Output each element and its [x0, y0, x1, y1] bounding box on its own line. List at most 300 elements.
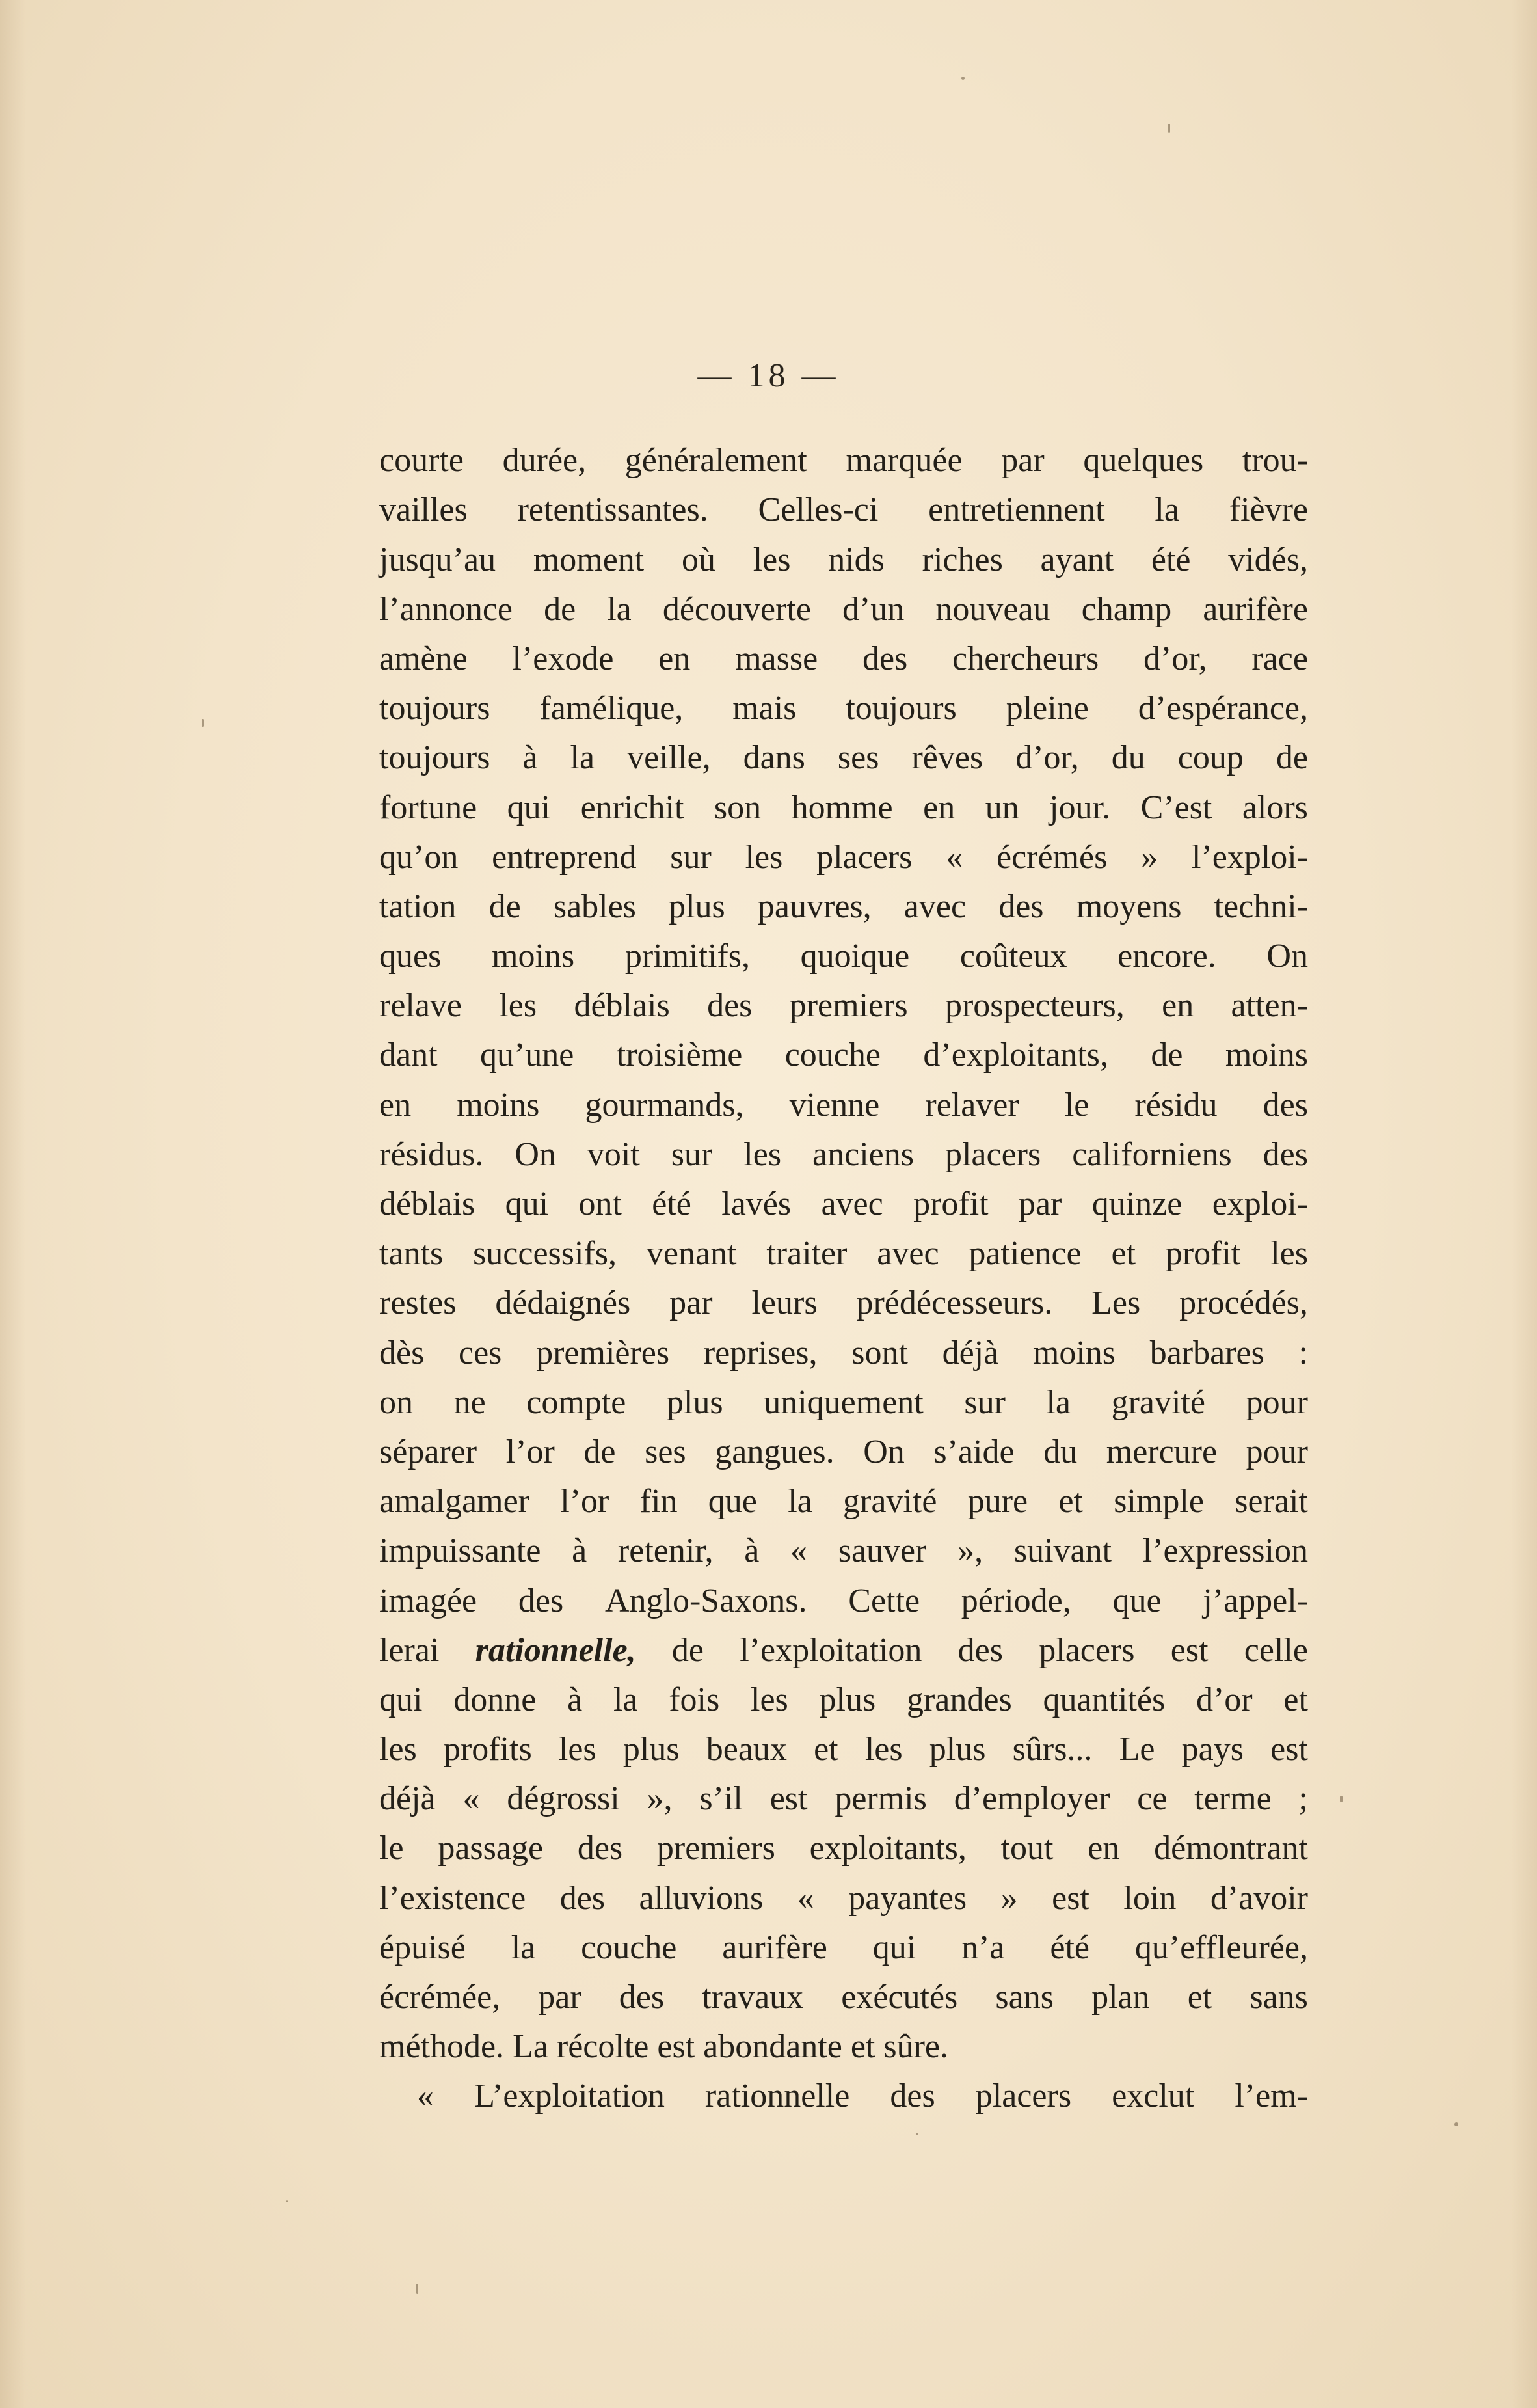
- text-line: [379, 1725, 1308, 1774]
- word: est: [1170, 1631, 1209, 1669]
- word: quelques: [1083, 442, 1204, 480]
- word: à: [572, 1532, 587, 1570]
- word: gravité: [843, 1483, 937, 1521]
- word: déblais: [379, 1185, 475, 1223]
- word: la: [788, 1483, 812, 1521]
- word: qui: [505, 1185, 549, 1223]
- word: et: [1187, 1979, 1212, 2016]
- paper-speck: [1454, 2122, 1458, 2126]
- word: placers: [816, 838, 913, 876]
- word: s’aide: [933, 1433, 1015, 1470]
- word: des: [1263, 1135, 1308, 1173]
- word: courte: [379, 442, 464, 480]
- word: sables: [553, 887, 636, 925]
- body-text: [379, 436, 1308, 2121]
- text-line: [379, 1477, 1308, 1526]
- word: de: [544, 590, 576, 628]
- word: gravité: [1111, 1383, 1205, 1421]
- word: abondante: [703, 2028, 842, 2066]
- word: tout: [1000, 1830, 1054, 1867]
- text-line: [379, 1130, 1308, 1180]
- word: récolte: [556, 2028, 649, 2066]
- text-line: [379, 436, 1308, 485]
- word: enrichit: [580, 789, 684, 826]
- word: est: [769, 1780, 808, 1818]
- text-line: [379, 882, 1308, 932]
- text-line: [379, 1576, 1308, 1625]
- word: avec: [903, 887, 967, 925]
- word: écrémés: [996, 838, 1108, 876]
- word: les: [1270, 1235, 1308, 1273]
- word: méthode.: [379, 2028, 505, 2066]
- word: ces: [459, 1334, 502, 1372]
- word: retentissantes.: [517, 491, 708, 529]
- word: celle: [1244, 1631, 1308, 1669]
- text-line: [379, 1080, 1308, 1130]
- word: relaver: [925, 1086, 1019, 1124]
- word: marquée: [846, 442, 963, 480]
- word: l’em-: [1235, 2077, 1308, 2115]
- word: de: [583, 1433, 616, 1470]
- word: en: [1162, 987, 1194, 1025]
- word: patience: [969, 1235, 1082, 1273]
- text-line: [379, 1278, 1308, 1328]
- word: l’exploitation: [740, 1631, 922, 1669]
- word: à: [522, 739, 538, 777]
- word: la: [613, 1681, 638, 1718]
- word: primitifs,: [624, 938, 750, 975]
- word: moins: [492, 938, 575, 975]
- word: la: [607, 590, 632, 628]
- word: vienne: [789, 1086, 880, 1124]
- page-number: — 18 —: [697, 357, 840, 394]
- word: sont: [851, 1334, 908, 1372]
- word: qu’effleurée,: [1134, 1928, 1308, 1966]
- word: exclut: [1112, 2077, 1195, 2115]
- word: en: [1088, 1830, 1120, 1867]
- word: »: [1000, 1879, 1018, 1917]
- word: d’un: [842, 590, 905, 628]
- word: »,: [647, 1780, 673, 1818]
- word: dégrossi: [507, 1780, 620, 1818]
- word: des: [577, 1830, 623, 1867]
- word: sûre.: [883, 2028, 948, 2066]
- text-line: [379, 981, 1308, 1031]
- word: «: [417, 2077, 434, 2115]
- word: d’employer: [954, 1780, 1110, 1818]
- word: toujours: [379, 739, 490, 777]
- word: avec: [821, 1185, 883, 1223]
- word: gangues.: [715, 1433, 835, 1470]
- word: déblais: [574, 987, 670, 1025]
- word: compte: [526, 1383, 626, 1421]
- word: exécutés: [841, 1979, 958, 2016]
- word: atten-: [1231, 987, 1308, 1025]
- word: le: [1064, 1086, 1089, 1124]
- word: race: [1251, 640, 1308, 677]
- word: plus: [669, 887, 725, 925]
- word: les: [499, 987, 537, 1025]
- text-line: [379, 1378, 1308, 1427]
- word: j’appel-: [1203, 1582, 1308, 1619]
- word: des: [890, 2077, 935, 2115]
- word: par: [538, 1979, 581, 2016]
- word: homme: [791, 789, 893, 826]
- word: ses: [837, 739, 879, 777]
- word: des: [862, 640, 908, 677]
- word: trou-: [1242, 442, 1308, 480]
- word: des: [518, 1582, 564, 1619]
- word: qui: [507, 789, 551, 826]
- word: barbares: [1149, 1334, 1264, 1372]
- word: à: [567, 1681, 583, 1718]
- word: durée,: [502, 442, 587, 480]
- word: masse: [735, 640, 818, 677]
- word: leurs: [751, 1284, 818, 1322]
- word: venant: [646, 1235, 737, 1273]
- word: de: [1276, 739, 1308, 777]
- word: des: [619, 1979, 665, 2016]
- word: où: [681, 541, 715, 578]
- word: l’exode: [512, 640, 614, 677]
- word: déjà: [379, 1780, 436, 1818]
- text-line: [379, 1923, 1308, 1973]
- paper-speck: [961, 77, 965, 80]
- word: placers: [1039, 1631, 1135, 1669]
- word: exploitants,: [809, 1830, 967, 1867]
- word: et: [850, 2028, 875, 2066]
- word: les: [743, 1135, 782, 1173]
- word: suivant: [1013, 1532, 1112, 1570]
- word: dans: [743, 739, 805, 777]
- word: veille,: [627, 739, 711, 777]
- word: de: [488, 887, 521, 925]
- word: qui: [872, 1928, 916, 1966]
- word: reprises,: [703, 1334, 818, 1372]
- word: la: [570, 739, 595, 777]
- word: premières: [536, 1334, 670, 1372]
- word: d’or,: [1015, 739, 1079, 777]
- word: beaux: [706, 1731, 787, 1768]
- word: riches: [922, 541, 1003, 578]
- word: procédés,: [1179, 1284, 1308, 1322]
- word: toujours: [379, 690, 490, 727]
- word: vidés,: [1228, 541, 1308, 578]
- word: Les: [1091, 1284, 1141, 1322]
- word: sans: [1250, 1979, 1308, 2016]
- word: dès: [379, 1334, 425, 1372]
- word: moins: [1032, 1334, 1116, 1372]
- word: écrémée,: [379, 1979, 501, 2016]
- word: du: [1111, 739, 1145, 777]
- word: jusqu’au: [379, 541, 496, 578]
- text-line: [379, 1824, 1308, 1873]
- word: mercure: [1106, 1433, 1218, 1470]
- word: ;: [1298, 1780, 1308, 1818]
- word: d’espérance,: [1138, 690, 1308, 727]
- word: exploi-: [1212, 1185, 1308, 1223]
- text-line: [379, 1973, 1308, 2022]
- word: encore.: [1117, 938, 1216, 975]
- word: toujours: [846, 690, 957, 727]
- word: «: [790, 1532, 808, 1570]
- word: travaux: [702, 1979, 804, 2016]
- word: été: [1151, 541, 1191, 578]
- word: démontrant: [1154, 1830, 1308, 1867]
- word: champ: [1081, 590, 1172, 628]
- word: est: [657, 2028, 695, 2066]
- word: fièvre: [1229, 491, 1308, 529]
- word: l’or: [505, 1433, 555, 1470]
- word: anciens: [812, 1135, 914, 1173]
- word: déjà: [942, 1334, 999, 1372]
- word: que: [708, 1483, 757, 1521]
- word: rationnelle: [704, 2077, 850, 2115]
- word: permis: [835, 1780, 927, 1818]
- word: l’annonce: [379, 590, 513, 628]
- text-line: [379, 1180, 1308, 1229]
- word: des: [707, 987, 753, 1025]
- word: tants: [379, 1235, 444, 1273]
- word: les: [753, 541, 791, 578]
- word: uniquement: [764, 1383, 924, 1421]
- word: »,: [957, 1532, 983, 1570]
- word: son: [714, 789, 762, 826]
- word: amène: [379, 640, 468, 677]
- word: qui: [379, 1681, 423, 1718]
- word: les: [751, 1681, 788, 1718]
- word: jour.: [1049, 789, 1111, 826]
- word: sans: [995, 1979, 1054, 2016]
- word: profit: [1165, 1235, 1241, 1273]
- word: coup: [1177, 739, 1244, 777]
- word: fois: [669, 1681, 720, 1718]
- word: des: [998, 887, 1044, 925]
- word: en: [923, 789, 956, 826]
- word: plus: [622, 1731, 680, 1768]
- word: entreprend: [492, 838, 637, 876]
- word: Anglo-Saxons.: [604, 1582, 807, 1619]
- word: s’il: [699, 1780, 743, 1818]
- word: plus: [929, 1731, 986, 1768]
- word: alors: [1242, 789, 1308, 826]
- word: »: [1141, 838, 1158, 876]
- word: quantités: [1043, 1681, 1166, 1718]
- word: découverte: [662, 590, 811, 628]
- word: des: [559, 1879, 606, 1917]
- word: «: [462, 1780, 480, 1818]
- text-line: [379, 783, 1308, 832]
- word: coûteux: [959, 938, 1067, 975]
- word: les: [864, 1731, 903, 1768]
- word: plus: [666, 1383, 723, 1421]
- word: et: [1058, 1483, 1083, 1521]
- text-line: [379, 634, 1308, 684]
- text-line: [379, 1229, 1308, 1278]
- word: famélique,: [539, 690, 684, 727]
- word: le: [379, 1830, 404, 1867]
- word: aurifère: [1203, 590, 1308, 628]
- word: les: [558, 1731, 596, 1768]
- word: ques: [379, 938, 442, 975]
- word: et: [1111, 1235, 1136, 1273]
- word: de: [671, 1631, 704, 1669]
- word: aurifère: [722, 1928, 827, 1966]
- word: placers: [975, 2077, 1072, 2115]
- word: on: [379, 1383, 413, 1421]
- text-line: [379, 833, 1308, 882]
- word: période,: [961, 1582, 1071, 1619]
- word: :: [1298, 1334, 1308, 1372]
- word: «: [797, 1879, 814, 1917]
- word: d’avoir: [1210, 1879, 1308, 1917]
- word: lavés: [721, 1185, 792, 1223]
- word: séparer: [379, 1433, 477, 1470]
- word: moins: [457, 1086, 540, 1124]
- word: premiers: [789, 987, 908, 1025]
- word: On: [515, 1135, 556, 1173]
- word: les: [745, 838, 783, 876]
- word: d’or: [1196, 1681, 1253, 1718]
- text-line: [379, 485, 1308, 535]
- word: avec: [877, 1235, 939, 1273]
- word: placers: [944, 1135, 1041, 1173]
- word: successifs,: [473, 1235, 617, 1273]
- word: de: [1151, 1036, 1183, 1074]
- word: impuissante: [379, 1532, 541, 1570]
- word: nouveau: [935, 590, 1050, 628]
- word: des: [957, 1631, 1003, 1669]
- word: quoique: [800, 938, 910, 975]
- word: généralement: [624, 442, 807, 480]
- word: donne: [453, 1681, 537, 1718]
- word: qu’on: [379, 838, 459, 876]
- text-line: [379, 1031, 1308, 1080]
- paper-speck: [916, 2133, 918, 2135]
- text-line: [379, 733, 1308, 783]
- paper-speck: [202, 719, 204, 727]
- word: chercheurs: [952, 640, 1099, 677]
- text-line: [379, 2072, 1308, 2121]
- text-line: [379, 1873, 1308, 1923]
- word: des: [1263, 1086, 1308, 1124]
- word: techni-: [1214, 887, 1308, 925]
- word: fin: [639, 1483, 678, 1521]
- word: Celles-ci: [758, 491, 879, 529]
- word: californiens: [1072, 1135, 1232, 1173]
- word: passage: [438, 1830, 544, 1867]
- word: voit: [587, 1135, 640, 1173]
- word: lerai: [379, 1631, 440, 1669]
- word: grandes: [906, 1681, 1012, 1718]
- word: amalgamer: [379, 1483, 529, 1521]
- word: est: [1052, 1879, 1089, 1917]
- word: sûrs...: [1012, 1731, 1093, 1768]
- word: restes: [379, 1284, 457, 1322]
- word: relave: [379, 987, 462, 1025]
- word: l’or: [560, 1483, 609, 1521]
- text-line: [379, 932, 1308, 981]
- word: épuisé: [379, 1928, 466, 1966]
- word: alluvions: [639, 1879, 764, 1917]
- word: On: [1266, 938, 1308, 975]
- word: payantes: [848, 1879, 967, 1917]
- word: traiter: [766, 1235, 848, 1273]
- word: plus: [819, 1681, 876, 1718]
- word: qu’une: [479, 1036, 574, 1074]
- word: en: [379, 1086, 412, 1124]
- word: profits: [443, 1731, 532, 1768]
- word: terme: [1194, 1780, 1272, 1818]
- word: La: [513, 2028, 548, 2066]
- text-line: [379, 1427, 1308, 1477]
- text-line: [379, 1328, 1308, 1377]
- paper-speck: [286, 2200, 288, 2202]
- word: vailles: [379, 491, 468, 529]
- word: pour: [1246, 1383, 1308, 1421]
- word: nids: [828, 541, 885, 578]
- word: sur: [964, 1383, 1006, 1421]
- word: ne: [453, 1383, 486, 1421]
- word: sauver: [838, 1532, 927, 1570]
- word: retenir,: [617, 1532, 714, 1570]
- text-line: [379, 535, 1308, 584]
- word: C’est: [1140, 789, 1212, 826]
- word: un: [985, 789, 1019, 826]
- word: Cette: [848, 1582, 920, 1619]
- word: la: [511, 1928, 536, 1966]
- word: ses: [645, 1433, 686, 1470]
- word: simple: [1114, 1483, 1204, 1521]
- word: l’exploi-: [1191, 838, 1308, 876]
- word: est: [1270, 1731, 1308, 1768]
- paper-speck: [1168, 124, 1170, 133]
- word: fortune: [379, 789, 477, 826]
- word: que: [1112, 1582, 1162, 1619]
- word: ont: [578, 1185, 622, 1223]
- word: prospecteurs,: [944, 987, 1125, 1025]
- word: d’exploitants,: [923, 1036, 1108, 1074]
- word: sur: [671, 1135, 713, 1173]
- word: serait: [1235, 1483, 1308, 1521]
- text-line: [379, 585, 1308, 634]
- word: tation: [379, 887, 457, 925]
- word: pays: [1181, 1731, 1244, 1768]
- word: profit: [913, 1185, 989, 1223]
- word: pure: [967, 1483, 1028, 1521]
- word: la: [1155, 491, 1179, 529]
- word: quinze: [1091, 1185, 1183, 1223]
- word: pour: [1246, 1433, 1308, 1470]
- word: moyens: [1076, 887, 1182, 925]
- word: prédécesseurs.: [856, 1284, 1053, 1322]
- word: On: [863, 1433, 905, 1470]
- word: imagée: [379, 1582, 477, 1619]
- word: plan: [1091, 1979, 1150, 2016]
- word: rêves: [911, 739, 983, 777]
- word: dant: [379, 1036, 438, 1074]
- word: mais: [732, 690, 797, 727]
- word: n’a: [961, 1928, 1005, 1966]
- text-line: [379, 684, 1308, 733]
- word: pleine: [1006, 690, 1089, 727]
- word: moment: [533, 541, 645, 578]
- word: L’exploitation: [474, 2077, 665, 2115]
- word: par: [1018, 1185, 1062, 1223]
- word: sur: [670, 838, 712, 876]
- word: l’existence: [379, 1879, 526, 1917]
- italic-word: rationnelle,: [475, 1631, 636, 1669]
